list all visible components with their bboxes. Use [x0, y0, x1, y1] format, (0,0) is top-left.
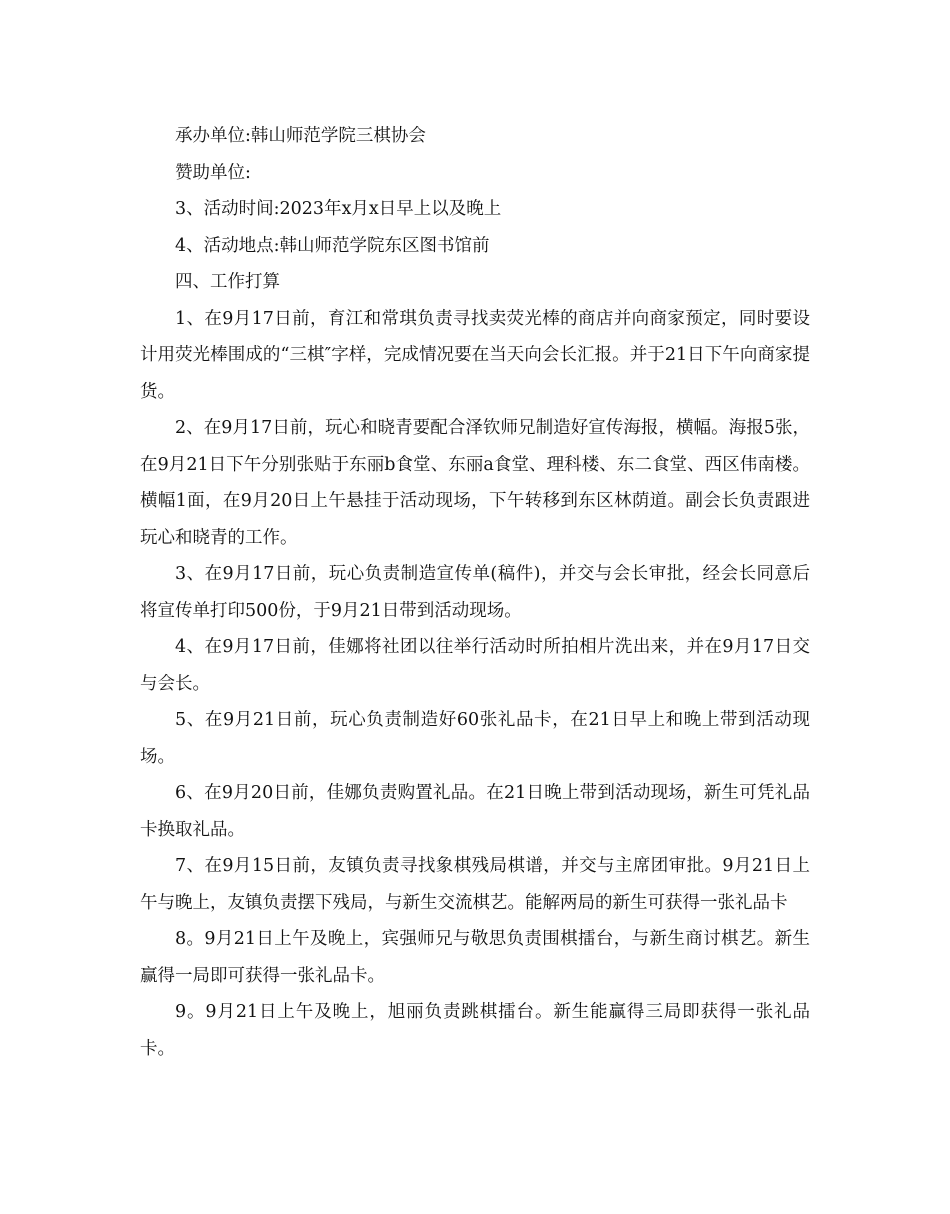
- plan-item-3: 3、在9月17日前，玩心负责制造宣传单(稿件)，并交与会长审批，经会长同意后将宣传单打印500份，于9月21日带到活动现场。: [140, 564, 810, 621]
- activity-time-line: 3、活动时间:2023年x月x日早上以及晚上: [175, 199, 502, 219]
- plan-item-1: 1、在9月17日前，育江和常琪负责寻找卖荧光棒的商店并向商家预定，同时要设计用荧光棒围成的“三棋″字样，完成情况要在当天向会长汇报。并于21日下午向商家提货。: [140, 308, 810, 402]
- plan-item-9: 9。9月21日上午及晚上，旭丽负责跳棋擂台。新生能赢得三局即获得一张礼品卡。: [140, 1002, 810, 1059]
- plan-item-8: 8。9月21日上午及晚上，宾强师兄与敬思负责围棋擂台，与新生商讨棋艺。新生赢得一局即可获得一张礼品卡。: [140, 929, 810, 986]
- section-heading-work-plan: 四、工作打算: [175, 272, 280, 292]
- activity-location-line: 4、活动地点:韩山师范学院东区图书馆前: [175, 235, 490, 256]
- plan-item-4: 4、在9月17日前，佳娜将社团以往举行活动时所拍相片洗出来，并在9月17日交与会长。: [140, 637, 810, 694]
- plan-item-2: 2、在9月17日前，玩心和晓青要配合泽钦师兄制造好宣传海报，横幅。海报5张，在9月21日下午分别张贴于东丽b食堂、东丽a食堂、理科楼、东二食堂、西区伟南楼。横幅1面，在9月20日上午悬挂于活动现场，下午转移到东区林荫道。副会长负责跟进玩心和晓青的工作。: [140, 418, 810, 548]
- sponsor-line: 赞助单位:: [175, 162, 251, 183]
- plan-item-5: 5、在9月21日前，玩心负责制造好60张礼品卡，在21日早上和晚上带到活动现场。: [140, 710, 810, 767]
- plan-item-6: 6、在9月20日前，佳娜负责购置礼品。在21日晚上带到活动现场，新生可凭礼品卡换取礼品。: [140, 783, 810, 840]
- organizer-line: 承办单位:韩山师范学院三棋协会: [175, 126, 426, 146]
- plan-item-7: 7、在9月15日前，友镇负责寻找象棋残局棋谱，并交与主席团审批。9月21日上午与晚上，友镇负责摆下残局，与新生交流棋艺。能解两局的新生可获得一张礼品卡: [140, 856, 810, 913]
- document-body: [140, 118, 810, 1067]
